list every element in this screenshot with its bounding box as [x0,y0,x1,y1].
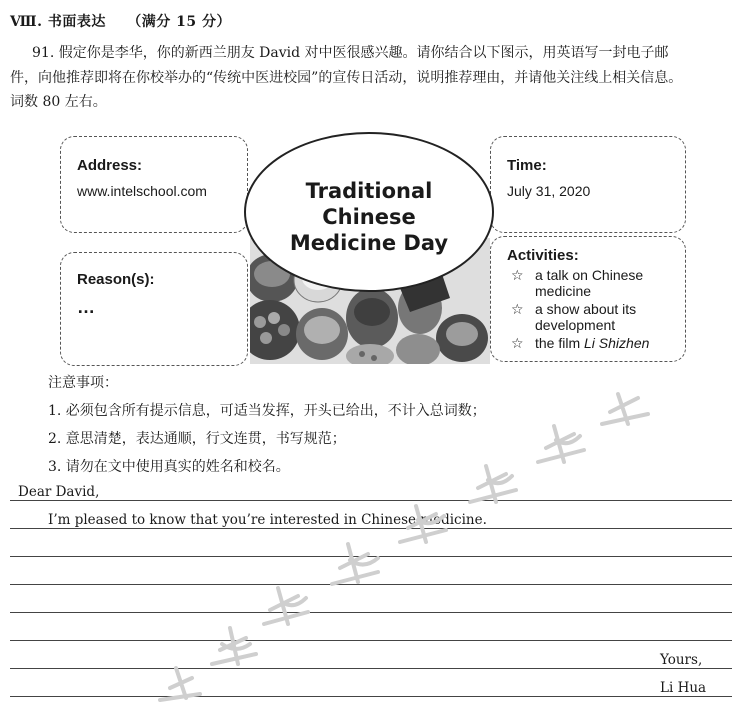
question-line-3: 词数 80 左右。 [10,94,107,110]
poster-title-line: Chinese [322,205,416,229]
writing-line [10,640,732,641]
activity-film-title: Li Shizhen [584,335,650,351]
reasons-label: Reason(s): [77,271,155,288]
writing-line [10,556,732,557]
star-icon: ☆ [511,301,524,317]
poster-title-line: Traditional [305,179,433,203]
notes-heading: 注意事项： [48,375,118,391]
time-box [490,136,686,233]
letter-opening: I’m pleased to know that you’re interested in Chinese medicine. [48,512,487,528]
time-value: July 31, 2020 [507,183,591,199]
activity-film-prefix: the film [535,335,585,351]
note-item: 2. 意思清楚，表达通顺，行文连贯，书写规范； [48,431,346,447]
activities-box [490,236,686,362]
activities-list [511,267,681,353]
writing-line [10,500,732,501]
question-line-2: 件，向他推荐即将在你校举办的“传统中医进校园”的宣传日活动，说明推荐理由，并请他关注线上相关信息。 [10,70,683,86]
section-heading [10,11,231,31]
question-line-1: 91. 假定你是李华，你的新西兰朋友 David 对中医很感兴趣。请你结合以下图示，用英语写一封电子邮 [32,45,669,61]
writing-line [10,612,732,613]
poster-title-line: Medicine Day [289,231,449,255]
reasons-box [60,252,248,366]
activity-item [511,335,681,351]
address-value: www.intelschool.com [77,183,207,199]
address-box [60,136,248,233]
poster-figure [60,128,690,364]
activity-item [511,267,681,299]
poster-title [274,178,464,256]
time-label: Time: [507,157,547,174]
section-score: （满分 15 分） [127,14,231,30]
address-label: Address: [77,157,143,174]
writing-line [10,696,732,697]
writing-line [10,668,732,669]
activity-text: a show about its development [535,301,637,333]
writing-line [10,528,732,529]
note-item: 1. 必须包含所有提示信息，可适当发挥，开头已给出，不计入总词数； [48,403,486,419]
letter-greeting: Dear David, [18,484,100,500]
activities-label: Activities: [507,247,579,264]
letter-signature: Li Hua [660,680,707,696]
activity-text [535,335,681,351]
reasons-ellipsis: … [77,297,97,317]
star-icon: ☆ [511,335,524,351]
star-icon: ☆ [511,267,524,283]
letter-closing: Yours, [660,652,703,668]
note-item: 3. 请勿在文中使用真实的姓名和校名。 [48,459,290,475]
section-title: Ⅷ. 书面表达 [10,14,106,30]
writing-line [10,584,732,585]
activity-text: a talk on Chinese medicine [535,267,644,299]
activity-item [511,301,681,333]
